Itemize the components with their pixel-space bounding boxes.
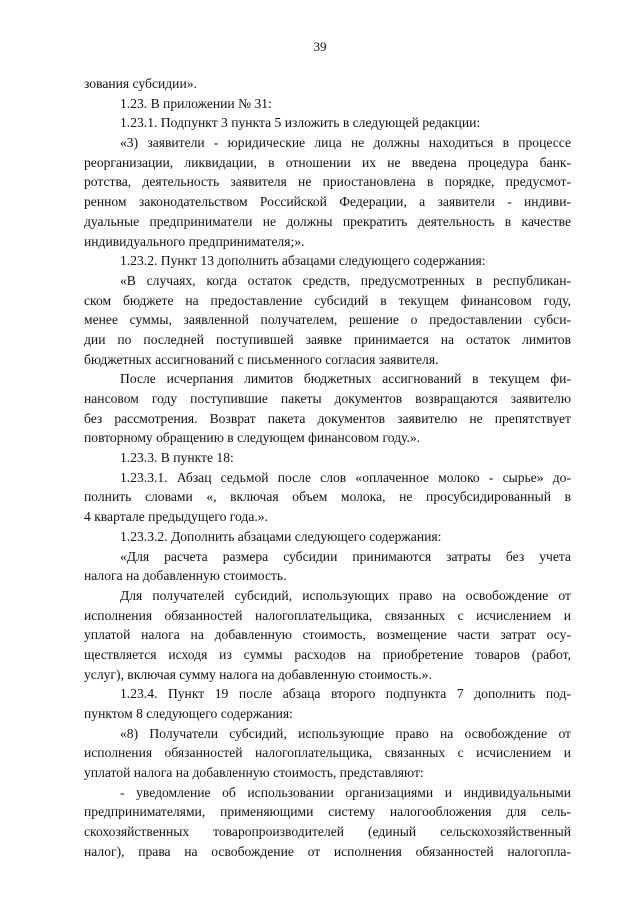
text-line: услуг), включая сумму налога на добавленную стоимость.». [84,666,432,682]
text-line: ренном законодательством Российской Федерации, а заявители - индиви- [84,194,571,210]
text-line: «3) заявители - юридические лица не должны находиться в процессе [120,135,571,151]
text-line: ществляется исходя из суммы расходов на приобретение товаров (работ, [84,646,571,662]
text-line: ском бюджете на предоставление субсидий в текущем финансовом году, [84,292,571,308]
text-line: 1.23.3.1. Абзац седьмой после слов «оплаченное молоко - сырье» до- [120,469,571,485]
text-line: пунктом 8 следующего содержания: [84,706,293,721]
text-line: без рассмотрения. Возврат пакета документов заявителю не препятствует [84,410,571,426]
text-line: исполнения обязанностей налогоплательщика, связанных с исчислением и [84,607,571,623]
text-line: Для получателей субсидий, использующих право на освобождение от [120,587,571,603]
text-line: исполнения обязанностей налогоплательщика, связанных с исчислением и [84,745,571,761]
text-line: 1.23.1. Подпункт 3 пункта 5 изложить в следующей редакции: [120,115,481,131]
text-line: налог), права на освобождение от исполнения обязанностей налогопла- [84,843,571,859]
text-line: «8) Получатели субсидий, использующие право на освобождение от [120,725,571,741]
text-line: предпринимателями, применяющими систему налогообложения для сель- [84,804,571,820]
text-line: менее суммы, заявленной получателем, решение о предоставлении субси- [84,312,571,328]
text-line: повторному обращению в следующем финансовом году.». [84,430,421,446]
text-line: 1.23. В приложении № 31: [120,95,272,111]
text-line: налога на добавленную стоимость. [84,568,287,584]
text-line: 4 квартале предыдущего года.». [84,509,268,525]
text-line: дуальные предприниматели не должны прекратить деятельность в качестве [84,213,571,229]
text-line: индивидуального предпринимателя;». [84,233,305,249]
text-line: 1.23.3.2. Дополнить абзацами следующего содержания: [120,528,442,544]
text-line: «В случаях, когда остаток средств, предусмотренных в республикан- [120,272,571,288]
text-line: дии по последней поступившей заявке принимается на остаток лимитов [84,331,571,347]
text-line: уплатой налога на добавленную стоимость, возмещение части затрат осу- [84,627,571,643]
text-line: После исчерпания лимитов бюджетных ассигнований в текущем фи- [120,371,571,387]
text-line: 1.23.2. Пункт 13 дополнить абзацами следующего содержания: [120,253,486,269]
text-line: бюджетных ассигнований с письменного согласия заявителя. [84,351,439,367]
text-line: полнить словами «, включая объем молока, не просубсидированный в [84,489,571,505]
text-line: скохозяйственных товаропроизводителей (единый сельскохозяйственный [84,824,571,840]
text-line: реорганизации, ликвидации, в отношении их не введена процедура банк- [84,154,571,170]
text-line: нансовом году поступившие пакеты документов возвращаются заявителю [84,391,571,406]
document-body [84,74,571,862]
text-line: уплатой налога на добавленную стоимость, представляют: [84,765,424,781]
text-line: - уведомление об использовании организациями и индивидуальными [120,784,571,800]
text-line: ротства, деятельность заявителя не приостановлена в порядке, предусмот- [84,174,571,190]
text-line: 1.23.4. Пункт 19 после абзаца второго подпункта 7 дополнить под- [120,686,571,702]
page-number: 39 [313,39,327,54]
text-line: «Для расчета размера субсидии принимаются затраты без учета [120,548,571,564]
text-line: зования субсидии». [84,76,197,91]
text-line: 1.23.3. В пункте 18: [120,450,234,466]
